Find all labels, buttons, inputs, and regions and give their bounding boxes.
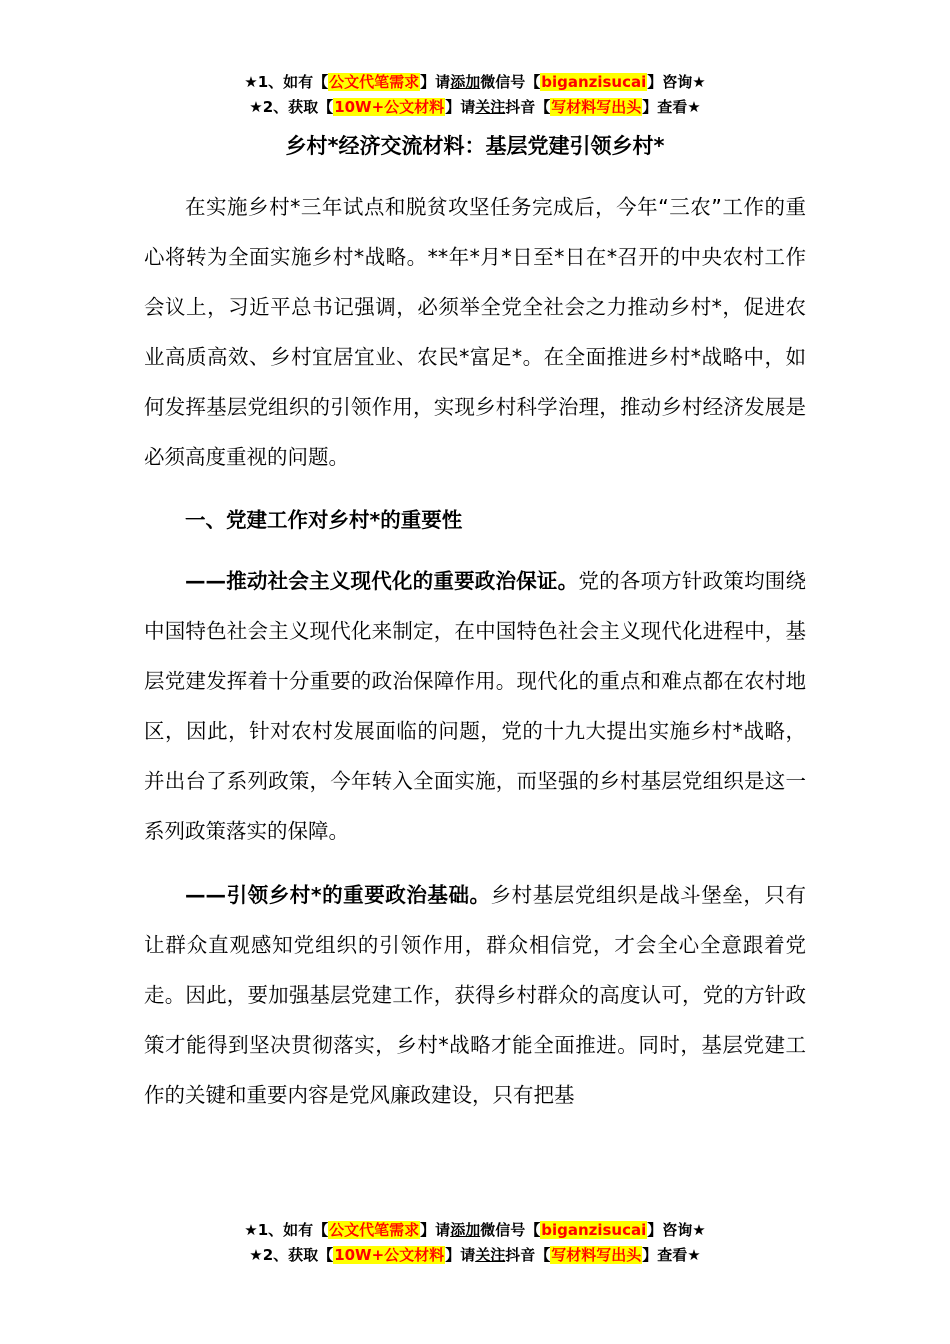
document-title: 乡村*经济交流材料：基层党建引领乡村* — [285, 134, 665, 158]
paragraph-body: 乡村基层党组织是战斗堡垒，只有让群众直观感知党组织的引领作用，群众相信党，才会全心全意跟着党走。因此，要加强基层党建工作，获得乡村群众的高度认可，党的方针政策才能得到坚决贯彻落实，乡村*战略才能全面推进。同时，基层党建工作的关键和重要内容是党风廉政建设，只有把基 — [144, 883, 806, 1107]
banner-line-2 — [0, 1243, 950, 1268]
banner-text: 微信号【 — [480, 73, 541, 91]
banner-text: 】请 — [445, 1246, 476, 1264]
paragraph-text — [144, 556, 806, 856]
highlight-text: 10W+公文材料 — [334, 98, 445, 116]
paragraph-text — [144, 870, 806, 1120]
paragraph-political-foundation — [144, 870, 806, 1120]
banner-text: 抖音【 — [505, 1246, 551, 1264]
paragraph-text: 在实施乡村*三年试点和脱贫攻坚任务完成后，今年“三农”工作的重心将转为全面实施乡村*战略。**年*月*日至*日在*召开的中央农村工作会议上，习近平总书记强调，必须举全党全社会之力推动乡村*，促进农业高质高效、乡村宜居宜业、农民*富足*。在全面推进乡村*战略中，如何发挥基层党组织的引领作用，实现乡村科学治理，推动乡村经济发展是必须高度重视的问题。 — [144, 195, 806, 469]
banner-text: 】请 — [420, 73, 451, 91]
paragraph-body: 党的各项方针政策均围绕中国特色社会主义现代化来制定，在中国特色社会主义现代化进程中，基层党建发挥着十分重要的政治保障作用。现代化的重点和难点都在农村地区，因此，针对农村发展面临的问题，党的十九大提出实施乡村*战略，并出台了系列政策，今年转入全面实施，而坚强的乡村基层党组织是这一系列政策落实的保障。 — [144, 569, 807, 843]
banner-text: 】查看★ — [642, 1246, 701, 1264]
banner-line-1 — [0, 70, 950, 95]
footer-banner — [0, 1218, 950, 1268]
banner-line-1 — [0, 1218, 950, 1243]
highlight-text: 公文代笔需求 — [329, 1221, 420, 1239]
banner-text: 】咨询★ — [647, 73, 706, 91]
paragraph-lead: ——引领乡村*的重要政治基础。 — [185, 883, 491, 907]
douyin-id: 写材料写出头 — [551, 1246, 642, 1264]
wechat-id: biganzisucai — [541, 1221, 647, 1239]
paragraph-political-guarantee — [144, 556, 806, 856]
header-banner — [0, 70, 950, 120]
banner-text: 】请 — [445, 98, 476, 116]
underlined-text: 关注 — [475, 1246, 506, 1264]
wechat-id: biganzisucai — [541, 73, 647, 91]
banner-text: ★1、如有【 — [244, 73, 329, 91]
highlight-text: 公文代笔需求 — [329, 73, 420, 91]
heading-text: 一、党建工作对乡村*的重要性 — [185, 508, 463, 532]
underlined-text: 关注 — [475, 98, 506, 116]
underlined-text: 添加 — [450, 1221, 481, 1239]
banner-text: ★2、获取【 — [249, 98, 334, 116]
banner-text: 微信号【 — [480, 1221, 541, 1239]
banner-text: 】咨询★ — [647, 1221, 706, 1239]
section-heading — [144, 495, 806, 545]
highlight-text: 10W+公文材料 — [334, 1246, 445, 1264]
underlined-text: 添加 — [450, 73, 481, 91]
banner-text: 抖音【 — [505, 98, 551, 116]
paragraph-lead: ——推动社会主义现代化的重要政治保证。 — [185, 569, 579, 593]
banner-text: 】请 — [420, 1221, 451, 1239]
banner-text: ★1、如有【 — [244, 1221, 329, 1239]
banner-text: 】查看★ — [642, 98, 701, 116]
banner-line-2 — [0, 95, 950, 120]
douyin-id: 写材料写出头 — [551, 98, 642, 116]
paragraph-intro — [144, 182, 806, 482]
banner-text: ★2、获取【 — [249, 1246, 334, 1264]
